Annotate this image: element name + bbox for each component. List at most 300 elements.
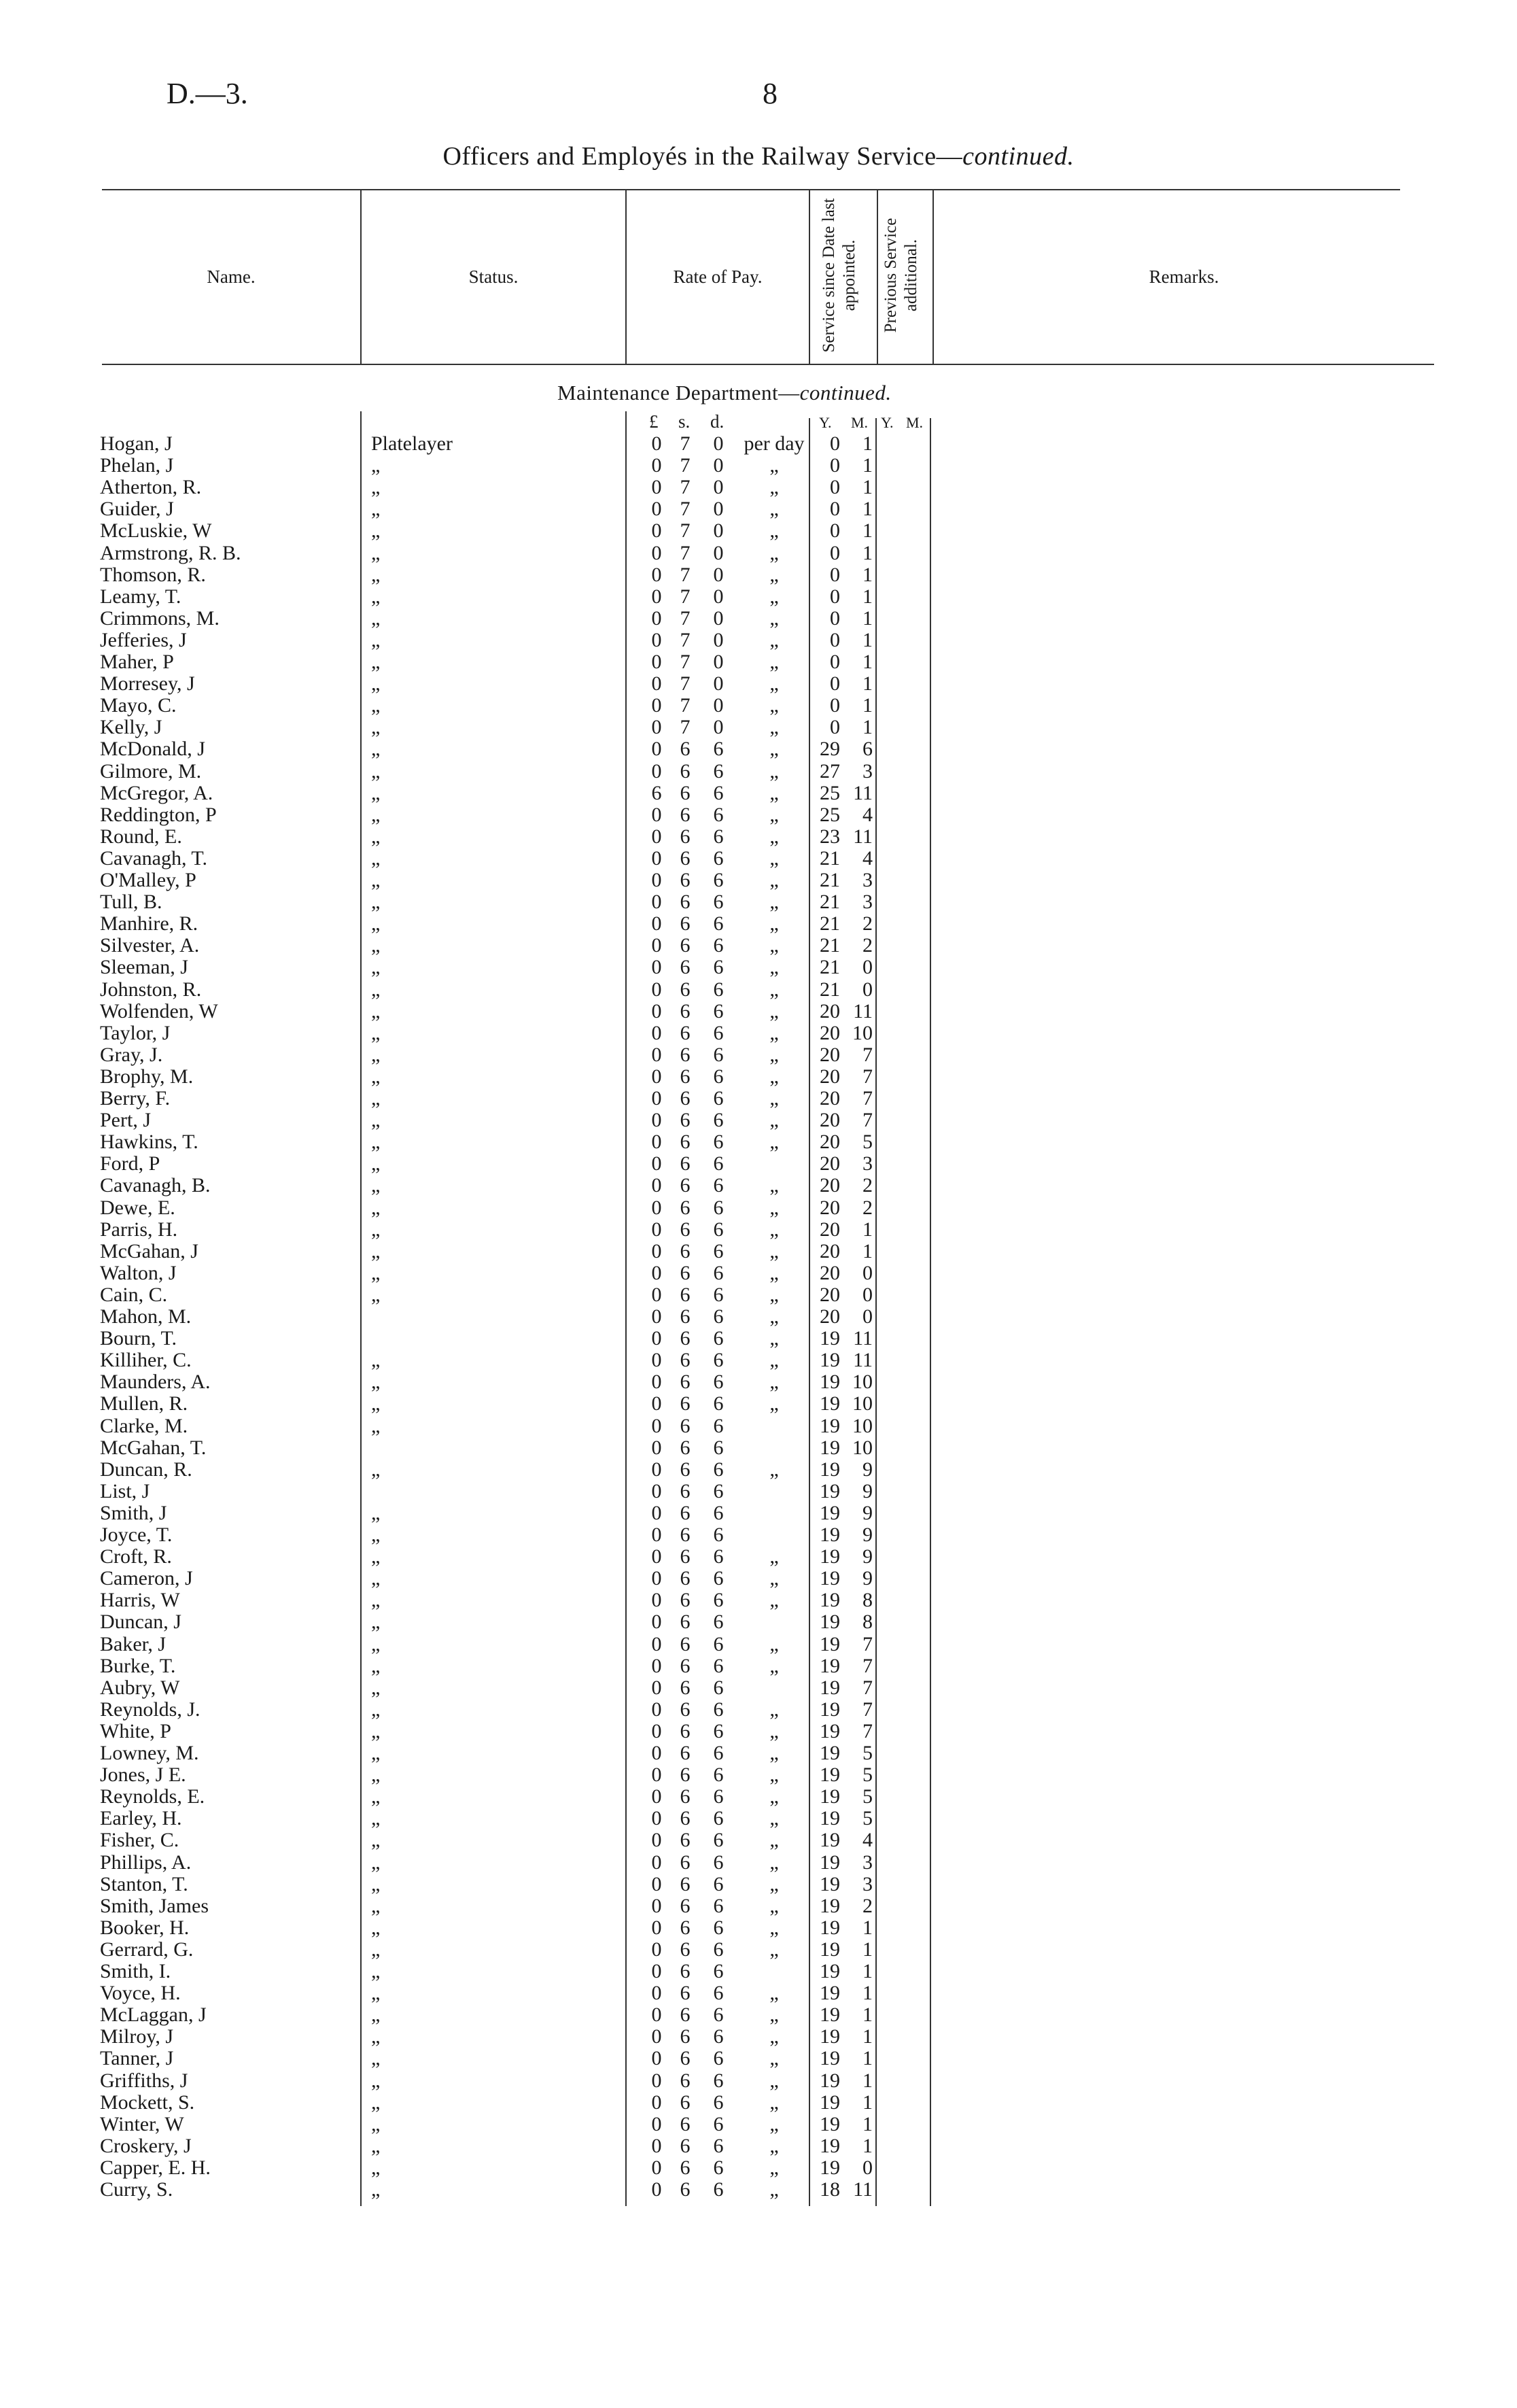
service-years: 19 bbox=[820, 1654, 840, 1677]
document-reference: D.—3. bbox=[167, 77, 248, 110]
pay-pounds: 0 bbox=[651, 759, 662, 782]
pay-period: „ bbox=[769, 2112, 779, 2135]
pay-shillings: 6 bbox=[680, 978, 691, 1001]
employee-name: Kelly, J bbox=[100, 716, 162, 739]
pay-shillings: 6 bbox=[680, 1021, 691, 1044]
pay-pounds: 0 bbox=[651, 1239, 662, 1262]
service-years: 21 bbox=[820, 956, 840, 979]
employee-status: „ bbox=[371, 2091, 381, 2114]
service-months: 2 bbox=[862, 1894, 873, 1917]
pay-shillings: 6 bbox=[680, 2112, 691, 2135]
service-months: 8 bbox=[862, 1589, 873, 1612]
employee-name: Taylor, J bbox=[100, 1021, 171, 1044]
service-months: 1 bbox=[862, 585, 873, 608]
service-months: 1 bbox=[862, 672, 873, 695]
service-years: 0 bbox=[830, 476, 840, 499]
service-years: 21 bbox=[820, 869, 840, 891]
page-title-main: Officers and Employés in the Railway Service— bbox=[442, 142, 963, 171]
table-row bbox=[0, 1066, 1517, 1088]
employee-status: „ bbox=[371, 1174, 381, 1197]
header-divider-rate bbox=[809, 190, 810, 364]
pay-shillings: 7 bbox=[680, 672, 691, 695]
pay-shillings: 6 bbox=[680, 1349, 691, 1372]
pay-period: „ bbox=[769, 1371, 779, 1394]
header-divider-service bbox=[877, 190, 878, 364]
employee-name: Guider, J bbox=[100, 498, 174, 521]
employee-status: „ bbox=[371, 1392, 381, 1415]
employee-name: Smith, James bbox=[100, 1894, 209, 1917]
service-months: 9 bbox=[862, 1458, 873, 1481]
table-row bbox=[0, 870, 1517, 891]
employee-status: „ bbox=[371, 999, 381, 1022]
table-row bbox=[0, 520, 1517, 542]
pay-shillings: 6 bbox=[680, 1611, 691, 1634]
pay-pounds: 0 bbox=[651, 1829, 662, 1852]
employee-name: Joyce, T. bbox=[100, 1524, 173, 1546]
service-months: 1 bbox=[862, 2025, 873, 2048]
employee-status: „ bbox=[371, 1654, 381, 1677]
pay-pounds: 0 bbox=[651, 1218, 662, 1241]
pay-shillings: 6 bbox=[680, 1807, 691, 1830]
pay-period: „ bbox=[769, 1567, 779, 1590]
pay-pounds: 0 bbox=[651, 432, 662, 455]
pay-period: „ bbox=[769, 1807, 779, 1830]
employee-status: „ bbox=[371, 891, 381, 914]
service-months: 10 bbox=[852, 1371, 873, 1394]
employee-status: „ bbox=[371, 1065, 381, 1088]
employee-name: Cavanagh, T. bbox=[100, 846, 208, 870]
employee-status: „ bbox=[371, 956, 381, 979]
employee-name: Wolfenden, W bbox=[100, 999, 218, 1022]
employee-name: Smith, I. bbox=[100, 1960, 171, 1982]
employee-status: „ bbox=[371, 1283, 381, 1306]
pay-pence: 6 bbox=[713, 1239, 724, 1262]
pay-pence: 6 bbox=[713, 1632, 724, 1655]
pay-pence: 6 bbox=[713, 2134, 724, 2157]
pay-shillings: 6 bbox=[680, 869, 691, 891]
employee-name: Round, E. bbox=[100, 825, 182, 848]
pay-shillings: 6 bbox=[680, 1982, 691, 2005]
service-years: 21 bbox=[820, 891, 840, 914]
employee-status: „ bbox=[371, 1676, 381, 1699]
pay-period: „ bbox=[769, 1196, 779, 1219]
service-years: 20 bbox=[820, 1196, 840, 1219]
pay-pounds: 0 bbox=[651, 1654, 662, 1677]
pay-pounds: 0 bbox=[651, 1087, 662, 1110]
service-years: 19 bbox=[820, 1545, 840, 1568]
pay-shillings: 6 bbox=[680, 803, 691, 826]
pay-pounds: 0 bbox=[651, 1371, 662, 1394]
table-row bbox=[0, 2157, 1517, 2179]
service-years: 0 bbox=[830, 454, 840, 477]
service-months: 7 bbox=[862, 1087, 873, 1110]
service-years: 19 bbox=[820, 1807, 840, 1830]
pay-period: „ bbox=[769, 1043, 779, 1066]
pay-shillings: 6 bbox=[680, 1239, 691, 1262]
employee-status: „ bbox=[371, 738, 381, 761]
pay-period: „ bbox=[769, 2156, 779, 2179]
pay-shillings: 6 bbox=[680, 1196, 691, 1219]
pay-shillings: 7 bbox=[680, 432, 691, 455]
pay-pounds: 0 bbox=[651, 999, 662, 1022]
service-months: 1 bbox=[862, 694, 873, 717]
employee-status: „ bbox=[371, 651, 381, 673]
employee-name: Duncan, J bbox=[100, 1611, 181, 1634]
pay-shillings: 6 bbox=[680, 2003, 691, 2027]
pay-pounds: 0 bbox=[651, 476, 662, 499]
service-months: 5 bbox=[862, 1807, 873, 1830]
employee-status: „ bbox=[371, 694, 381, 717]
service-years: 20 bbox=[820, 1021, 840, 1044]
pay-pounds: 0 bbox=[651, 1524, 662, 1546]
table-row bbox=[0, 782, 1517, 804]
pay-pence: 6 bbox=[713, 1436, 724, 1459]
pay-pence: 6 bbox=[713, 1894, 724, 1917]
employee-status: „ bbox=[371, 1742, 381, 1764]
employee-status: „ bbox=[371, 1829, 381, 1852]
service-years: 19 bbox=[820, 1982, 840, 2005]
service-months: 1 bbox=[862, 1916, 873, 1939]
pay-pounds: 0 bbox=[651, 563, 662, 586]
pay-pence: 6 bbox=[713, 1458, 724, 1481]
employee-name: Jones, J E. bbox=[100, 1764, 186, 1787]
page-title-continued: continued. bbox=[962, 142, 1075, 171]
employee-status: „ bbox=[371, 2134, 381, 2157]
employee-status: „ bbox=[371, 1807, 381, 1830]
service-months: 7 bbox=[862, 1065, 873, 1088]
service-years: 20 bbox=[820, 1261, 840, 1284]
pay-pounds: 0 bbox=[651, 2047, 662, 2070]
pay-shillings: 6 bbox=[680, 2156, 691, 2179]
service-years: 19 bbox=[820, 2134, 840, 2157]
employee-name: Fisher, C. bbox=[100, 1829, 179, 1852]
service-years: 23 bbox=[820, 825, 840, 848]
pay-shillings: 6 bbox=[680, 999, 691, 1022]
pay-shillings: 6 bbox=[680, 1938, 691, 1961]
pay-pounds: 0 bbox=[651, 1327, 662, 1350]
pay-shillings: 6 bbox=[680, 1131, 691, 1154]
service-years: 21 bbox=[820, 912, 840, 935]
table-row bbox=[0, 564, 1517, 586]
pay-pounds: 0 bbox=[651, 1894, 662, 1917]
table-row bbox=[0, 2048, 1517, 2069]
pay-shillings: 7 bbox=[680, 628, 691, 651]
service-years: 19 bbox=[820, 1524, 840, 1546]
employee-status: „ bbox=[371, 1196, 381, 1219]
pay-period: „ bbox=[769, 628, 779, 651]
pay-shillings: 7 bbox=[680, 519, 691, 543]
pay-pounds: 0 bbox=[651, 651, 662, 673]
page-title bbox=[0, 141, 1517, 171]
employee-status: „ bbox=[371, 1261, 381, 1284]
pay-period: „ bbox=[769, 1283, 779, 1306]
pay-shillings: 6 bbox=[680, 1327, 691, 1350]
table-row bbox=[0, 477, 1517, 498]
employee-status: „ bbox=[371, 1916, 381, 1939]
employee-status: „ bbox=[371, 1764, 381, 1787]
pay-shillings: 7 bbox=[680, 541, 691, 564]
pay-period: „ bbox=[769, 891, 779, 914]
employee-status: „ bbox=[371, 825, 381, 848]
pay-period: „ bbox=[769, 1458, 779, 1481]
employee-name: Gray, J. bbox=[100, 1043, 163, 1066]
table-row bbox=[0, 979, 1517, 1001]
service-months: 1 bbox=[862, 454, 873, 477]
pay-period: „ bbox=[769, 2069, 779, 2092]
table-row bbox=[0, 608, 1517, 630]
pay-pounds: 0 bbox=[651, 1611, 662, 1634]
service-months: 1 bbox=[862, 651, 873, 673]
employee-name: Reynolds, J. bbox=[100, 1698, 200, 1721]
employee-name: McGregor, A. bbox=[100, 781, 213, 804]
table-row bbox=[0, 1611, 1517, 1633]
pay-shillings: 6 bbox=[680, 2134, 691, 2157]
pay-pence: 6 bbox=[713, 1087, 724, 1110]
service-months: 1 bbox=[862, 2069, 873, 2092]
pay-pence: 6 bbox=[713, 1218, 724, 1241]
employee-name: Aubry, W bbox=[100, 1676, 180, 1699]
pay-pence: 6 bbox=[713, 956, 724, 979]
table-row bbox=[0, 913, 1517, 935]
pay-shillings: 6 bbox=[680, 1501, 691, 1524]
employee-status: „ bbox=[371, 498, 381, 521]
pay-pence: 6 bbox=[713, 1829, 724, 1852]
service-years: 20 bbox=[820, 1239, 840, 1262]
pay-period: „ bbox=[769, 999, 779, 1022]
service-years: 19 bbox=[820, 1676, 840, 1699]
employee-status: „ bbox=[371, 519, 381, 543]
service-months: 1 bbox=[862, 476, 873, 499]
service-months: 10 bbox=[852, 1021, 873, 1044]
pay-shillings: 6 bbox=[680, 1261, 691, 1284]
pay-shillings: 7 bbox=[680, 498, 691, 521]
pay-period: „ bbox=[769, 1742, 779, 1764]
pay-pounds: 0 bbox=[651, 519, 662, 543]
service-months: 1 bbox=[862, 2047, 873, 2070]
service-years: 19 bbox=[820, 1327, 840, 1350]
pay-shillings: 7 bbox=[680, 454, 691, 477]
service-months: 1 bbox=[862, 1960, 873, 1982]
service-years: 0 bbox=[830, 432, 840, 455]
pay-period: „ bbox=[769, 1894, 779, 1917]
pay-pence: 0 bbox=[713, 498, 724, 521]
employee-status: „ bbox=[371, 2069, 381, 2092]
service-months: 10 bbox=[852, 1414, 873, 1437]
pay-period: „ bbox=[769, 759, 779, 782]
pay-pounds: 0 bbox=[651, 1152, 662, 1175]
employee-status: „ bbox=[371, 1982, 381, 2005]
pay-pence: 6 bbox=[713, 2091, 724, 2114]
employee-status: „ bbox=[371, 1043, 381, 1066]
pay-shillings: 6 bbox=[680, 2025, 691, 2048]
service-months: 1 bbox=[862, 1239, 873, 1262]
employee-name: Harris, W bbox=[100, 1589, 180, 1612]
table-row bbox=[0, 1677, 1517, 1699]
pay-pounds: 0 bbox=[651, 1261, 662, 1284]
pay-period: „ bbox=[769, 694, 779, 717]
header-previous-service: Previous Service additional. bbox=[882, 218, 920, 333]
table-row bbox=[0, 761, 1517, 782]
pay-pounds: 0 bbox=[651, 956, 662, 979]
service-months: 11 bbox=[853, 999, 873, 1022]
pay-period: „ bbox=[769, 541, 779, 564]
pay-pence: 0 bbox=[713, 606, 724, 630]
employee-status: „ bbox=[371, 563, 381, 586]
pay-pence: 6 bbox=[713, 1567, 724, 1590]
service-months: 1 bbox=[862, 1982, 873, 2005]
pay-pence: 6 bbox=[713, 1043, 724, 1066]
service-years: 20 bbox=[820, 1174, 840, 1197]
pay-pounds: 0 bbox=[651, 1109, 662, 1132]
pay-pounds: 0 bbox=[651, 1807, 662, 1830]
pay-period: „ bbox=[769, 1872, 779, 1895]
pay-pounds: 0 bbox=[651, 1698, 662, 1721]
pay-period: „ bbox=[769, 934, 779, 957]
pay-pounds: 0 bbox=[651, 498, 662, 521]
pay-pounds: 0 bbox=[651, 2112, 662, 2135]
pay-shillings: 6 bbox=[680, 1043, 691, 1066]
service-years: 21 bbox=[820, 846, 840, 870]
service-months: 3 bbox=[862, 1851, 873, 1874]
table-row bbox=[0, 586, 1517, 608]
pay-period: „ bbox=[769, 1829, 779, 1852]
pay-shillings: 6 bbox=[680, 1524, 691, 1546]
pay-pence: 6 bbox=[713, 1676, 724, 1699]
pay-pence: 6 bbox=[713, 1327, 724, 1350]
table-row bbox=[0, 433, 1517, 455]
service-years: 19 bbox=[820, 2112, 840, 2135]
pay-pence: 6 bbox=[713, 1065, 724, 1088]
pay-pounds: 0 bbox=[651, 2134, 662, 2157]
pay-pounds: 0 bbox=[651, 1196, 662, 1219]
service-months: 1 bbox=[862, 628, 873, 651]
pay-pounds: 0 bbox=[651, 1567, 662, 1590]
pay-shillings: 6 bbox=[680, 1698, 691, 1721]
pay-shillings: 6 bbox=[680, 1371, 691, 1394]
unit-shillings: s. bbox=[678, 411, 691, 432]
employee-status: „ bbox=[371, 585, 381, 608]
employee-name: Griffiths, J bbox=[100, 2069, 188, 2092]
employee-name: Leamy, T. bbox=[100, 585, 181, 608]
pay-pence: 6 bbox=[713, 1654, 724, 1677]
pay-pounds: 0 bbox=[651, 628, 662, 651]
pay-shillings: 6 bbox=[680, 1632, 691, 1655]
pay-pence: 6 bbox=[713, 934, 724, 957]
table-row bbox=[0, 673, 1517, 695]
pay-pence: 6 bbox=[713, 2069, 724, 2092]
service-years: 0 bbox=[830, 606, 840, 630]
service-years: 19 bbox=[820, 1611, 840, 1634]
pay-period: „ bbox=[769, 585, 779, 608]
service-years: 20 bbox=[820, 1152, 840, 1175]
pay-shillings: 6 bbox=[680, 1851, 691, 1874]
pay-period: „ bbox=[769, 2091, 779, 2114]
employee-name: Mullen, R. bbox=[100, 1392, 188, 1415]
pay-pence: 6 bbox=[713, 1305, 724, 1328]
table-row bbox=[0, 1241, 1517, 1262]
table-row bbox=[0, 1699, 1517, 1721]
service-months: 1 bbox=[862, 563, 873, 586]
pay-pence: 6 bbox=[713, 1131, 724, 1154]
pay-shillings: 6 bbox=[680, 1916, 691, 1939]
service-years: 0 bbox=[830, 563, 840, 586]
pay-shillings: 6 bbox=[680, 1960, 691, 1982]
employee-name: Smith, J bbox=[100, 1501, 167, 1524]
employee-name: Reynolds, E. bbox=[100, 1785, 205, 1808]
pay-pence: 0 bbox=[713, 716, 724, 739]
header-top-rule bbox=[102, 189, 1400, 190]
pay-pounds: 0 bbox=[651, 2025, 662, 2048]
employee-status: „ bbox=[371, 1851, 381, 1874]
service-months: 10 bbox=[852, 1436, 873, 1459]
service-months: 11 bbox=[853, 781, 873, 804]
service-years: 20 bbox=[820, 1109, 840, 1132]
header-service-since-appointed: Service since Date last appointed. bbox=[820, 198, 858, 353]
table-row bbox=[0, 2070, 1517, 2092]
service-months: 2 bbox=[862, 912, 873, 935]
employee-name: Killiher, C. bbox=[100, 1349, 192, 1372]
pay-pounds: 0 bbox=[651, 672, 662, 695]
service-months: 7 bbox=[862, 1719, 873, 1742]
pay-period: „ bbox=[769, 1087, 779, 1110]
employee-status: „ bbox=[371, 2047, 381, 2070]
table-row bbox=[0, 1721, 1517, 1742]
service-years: 19 bbox=[820, 1785, 840, 1808]
pay-pounds: 0 bbox=[651, 869, 662, 891]
service-months: 1 bbox=[862, 432, 873, 455]
service-years: 19 bbox=[820, 1764, 840, 1787]
employee-status: „ bbox=[371, 1152, 381, 1175]
table-row bbox=[0, 2092, 1517, 2114]
pay-shillings: 6 bbox=[680, 1458, 691, 1481]
pay-shillings: 6 bbox=[680, 1392, 691, 1415]
employee-name: Sleeman, J bbox=[100, 956, 188, 979]
employee-name: Duncan, R. bbox=[100, 1458, 192, 1481]
pay-period: „ bbox=[769, 1851, 779, 1874]
pay-pounds: 0 bbox=[651, 1283, 662, 1306]
unit-service-years: Y. bbox=[819, 414, 832, 431]
pay-shillings: 6 bbox=[680, 2091, 691, 2114]
service-months: 9 bbox=[862, 1501, 873, 1524]
service-months: 7 bbox=[862, 1676, 873, 1699]
service-months: 1 bbox=[862, 606, 873, 630]
table-row bbox=[0, 1088, 1517, 1110]
table-row bbox=[0, 2135, 1517, 2157]
service-years: 20 bbox=[820, 1131, 840, 1154]
service-months: 3 bbox=[862, 1152, 873, 1175]
pay-shillings: 6 bbox=[680, 1305, 691, 1328]
employee-name: McLuskie, W bbox=[100, 519, 212, 543]
pay-pounds: 0 bbox=[651, 1043, 662, 1066]
pay-pence: 0 bbox=[713, 585, 724, 608]
pay-shillings: 6 bbox=[680, 1764, 691, 1787]
pay-pence: 6 bbox=[713, 1283, 724, 1306]
table-row bbox=[0, 1153, 1517, 1175]
pay-shillings: 6 bbox=[680, 1283, 691, 1306]
service-years: 20 bbox=[820, 999, 840, 1022]
pay-pence: 0 bbox=[713, 432, 724, 455]
employee-status: „ bbox=[371, 1611, 381, 1634]
service-years: 18 bbox=[820, 2178, 840, 2201]
table-row bbox=[0, 1568, 1517, 1589]
service-months: 7 bbox=[862, 1043, 873, 1066]
pay-shillings: 6 bbox=[680, 1414, 691, 1437]
pay-pence: 6 bbox=[713, 2003, 724, 2027]
service-months: 7 bbox=[862, 1654, 873, 1677]
pay-pence: 6 bbox=[713, 912, 724, 935]
service-years: 19 bbox=[820, 1501, 840, 1524]
employee-status: „ bbox=[371, 2003, 381, 2027]
